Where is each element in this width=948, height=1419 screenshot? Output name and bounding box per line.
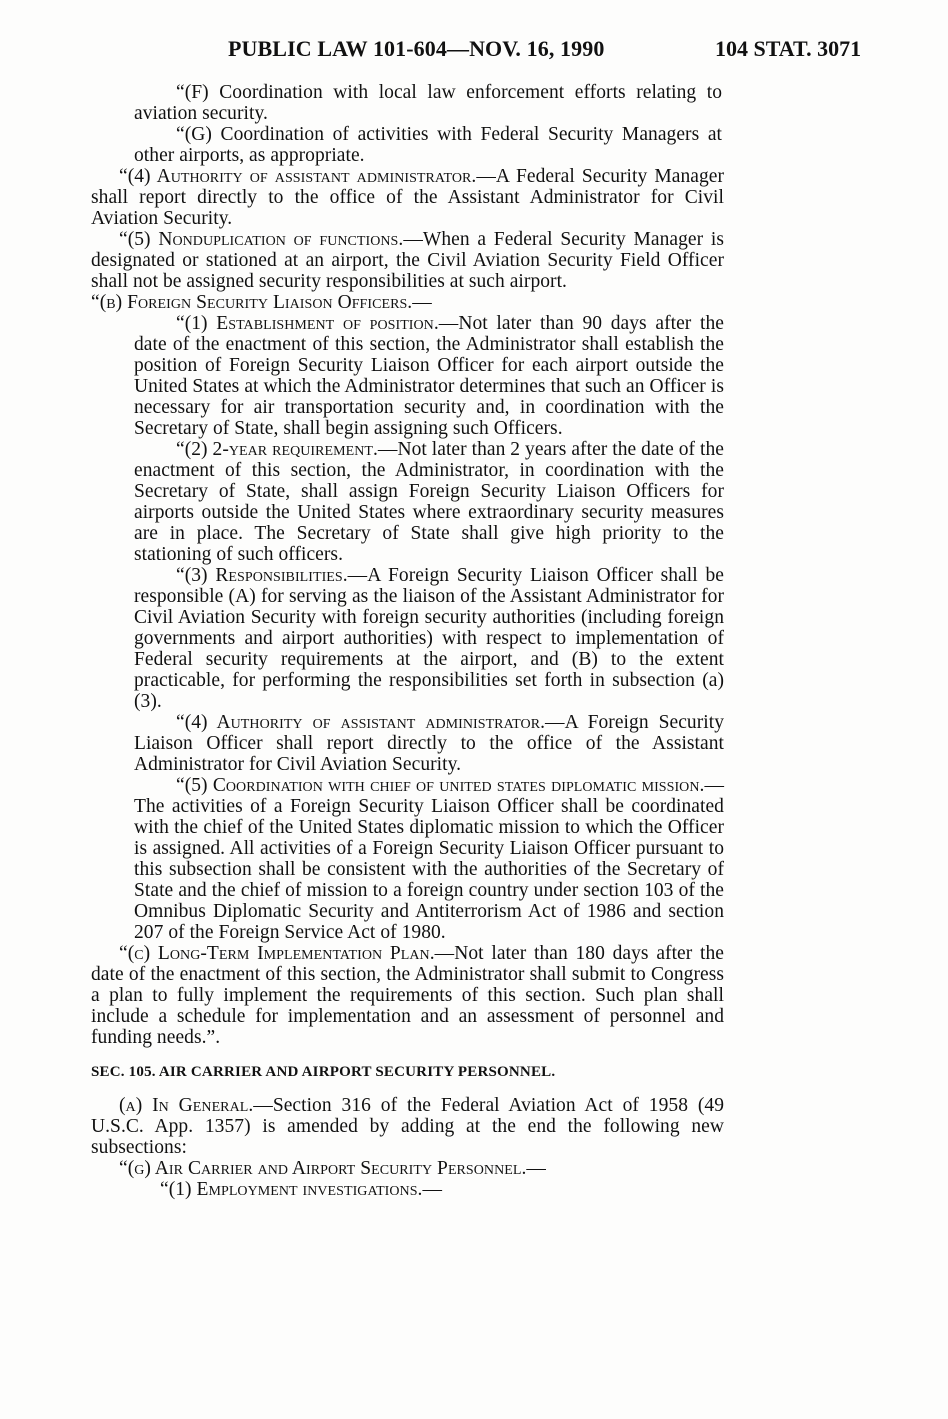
paragraph-g1-title: “(1) Employment investigations. bbox=[160, 1179, 423, 1200]
subsection-b-heading bbox=[0, 292, 948, 313]
paragraph-b2 bbox=[0, 439, 724, 565]
subsection-g-dash: — bbox=[526, 1158, 546, 1179]
paragraph-g1-heading bbox=[0, 1179, 948, 1200]
paragraph-b3 bbox=[0, 565, 724, 712]
statute-page-number: 104 STAT. 3071 bbox=[715, 36, 862, 61]
paragraph-b5 bbox=[0, 775, 724, 943]
page-header bbox=[0, 36, 948, 66]
paragraph-b2-heading: “(2) 2-year requirement. bbox=[176, 439, 378, 460]
paragraph-g1-dash: — bbox=[422, 1179, 443, 1200]
subsection-b-dash: — bbox=[412, 292, 432, 313]
clause-g: “(G) Coordination of activities with Federal Security Managers at other airports, as appropriate. bbox=[134, 124, 722, 166]
paragraph-b5-heading: “(5) Coordination with chief of united states diplomatic mission. bbox=[176, 775, 705, 796]
paragraph-b1-text: —Not later than 90 days after the date of the enactment of this section, the Administrator shall establish the position of Foreign Security Liaison Officer for each airport outside the United States at which the Administrator determines that such an Officer is necessary for air transportation security and, in coordination with the Secretary of State, shall begin assigning such Officers. bbox=[134, 313, 724, 439]
paragraph-a5-text: —When a Federal Security Manager is designated or stationed at an airport, the Civil Aviation Security Field Officer shall not be assigned security responsibilities at such airport. bbox=[91, 229, 724, 292]
subsection-c bbox=[0, 943, 724, 1048]
paragraph-b1 bbox=[0, 313, 724, 439]
paragraph-b3-text: —A Foreign Security Liaison Officer shall be responsible (A) for serving as the liaison of the Assistant Administrator for Civil Aviation Security with foreign security authorities (including foreign governments and airport authorities) with respect to implementation of Federal security requirements at the airport, and (B) to the extent practicable, for performing the responsibilities set forth in subsection (a)(3). bbox=[134, 565, 724, 712]
paragraph-b2-text: —Not later than 2 years after the date of the enactment of this section, the Administrator, in coordination with the Secretary of State, shall assign Foreign Security Liaison Officers for airports outside the United States where extraordinary security measures are in place. The Secretary of State shall give high priority to the stationing of such officers. bbox=[134, 439, 724, 565]
subsection-a bbox=[0, 1095, 724, 1158]
section-105-heading: SEC. 105. AIR CARRIER AND AIRPORT SECURITY PERSONNEL. bbox=[91, 1064, 556, 1080]
subsection-g-heading bbox=[0, 1158, 948, 1179]
running-title: PUBLIC LAW 101-604—NOV. 16, 1990 bbox=[228, 36, 605, 61]
clause-f: “(F) Coordination with local law enforcement efforts relating to aviation security. bbox=[134, 82, 722, 124]
paragraph-a5-heading: “(5) Nonduplication of functions. bbox=[119, 229, 404, 250]
paragraph-a4-text: —A Federal Security Manager shall report directly to the office of the Assistant Administrator for Civil Aviation Security. bbox=[91, 166, 725, 229]
subsection-c-text: —Not later than 180 days after the date of the enactment of this section, the Administrator shall submit to Congress a plan to fully implement the requirements of this section. Such plan shall include a schedule for implementation and an assessment of personnel and funding needs.”. bbox=[91, 943, 724, 1048]
paragraph-a4-heading: “(4) Authority of assistant administrator. bbox=[119, 166, 477, 187]
subsection-a-heading: (a) In General. bbox=[119, 1095, 254, 1116]
paragraph-b3-heading: “(3) Responsibilities. bbox=[176, 565, 348, 586]
paragraph-b1-heading: “(1) Establishment of position. bbox=[176, 313, 439, 334]
subsection-c-heading: “(c) Long-Term Implementation Plan. bbox=[119, 943, 435, 964]
paragraph-b4-heading: “(4) Authority of assistant administrator. bbox=[176, 712, 546, 733]
subsection-b-title: “(b) Foreign Security Liaison Officers. bbox=[91, 292, 413, 313]
paragraph-b4 bbox=[0, 712, 724, 775]
paragraph-b4-text: —A Foreign Security Liaison Officer shall report directly to the office of the Assistant Administrator for Civil Aviation Security. bbox=[134, 712, 725, 775]
paragraph-b5-text: —The activities of a Foreign Security Liaison Officer shall be coordinated with the chief of the United States diplomatic mission to which the Officer is assigned. All activities of a Foreign Security Liaison Officer pursuant to this subsection shall be consistent with the authorities of the Secretary of State and the chief of mission to a foreign country under section 103 of the Omnibus Diplomatic Security and Antiterrorism Act of 1986 and section 207 of the Foreign Service Act of 1980. bbox=[134, 775, 724, 943]
paragraph-a5 bbox=[0, 229, 724, 292]
paragraph-a4 bbox=[0, 166, 724, 229]
subsection-a-text: —Section 316 of the Federal Aviation Act of 1958 (49 U.S.C. App. 1357) is amended by adding at the end the following new subsections: bbox=[91, 1095, 725, 1158]
document-body bbox=[0, 82, 948, 1200]
subsection-g-title: “(g) Air Carrier and Airport Security Personnel. bbox=[119, 1158, 527, 1179]
